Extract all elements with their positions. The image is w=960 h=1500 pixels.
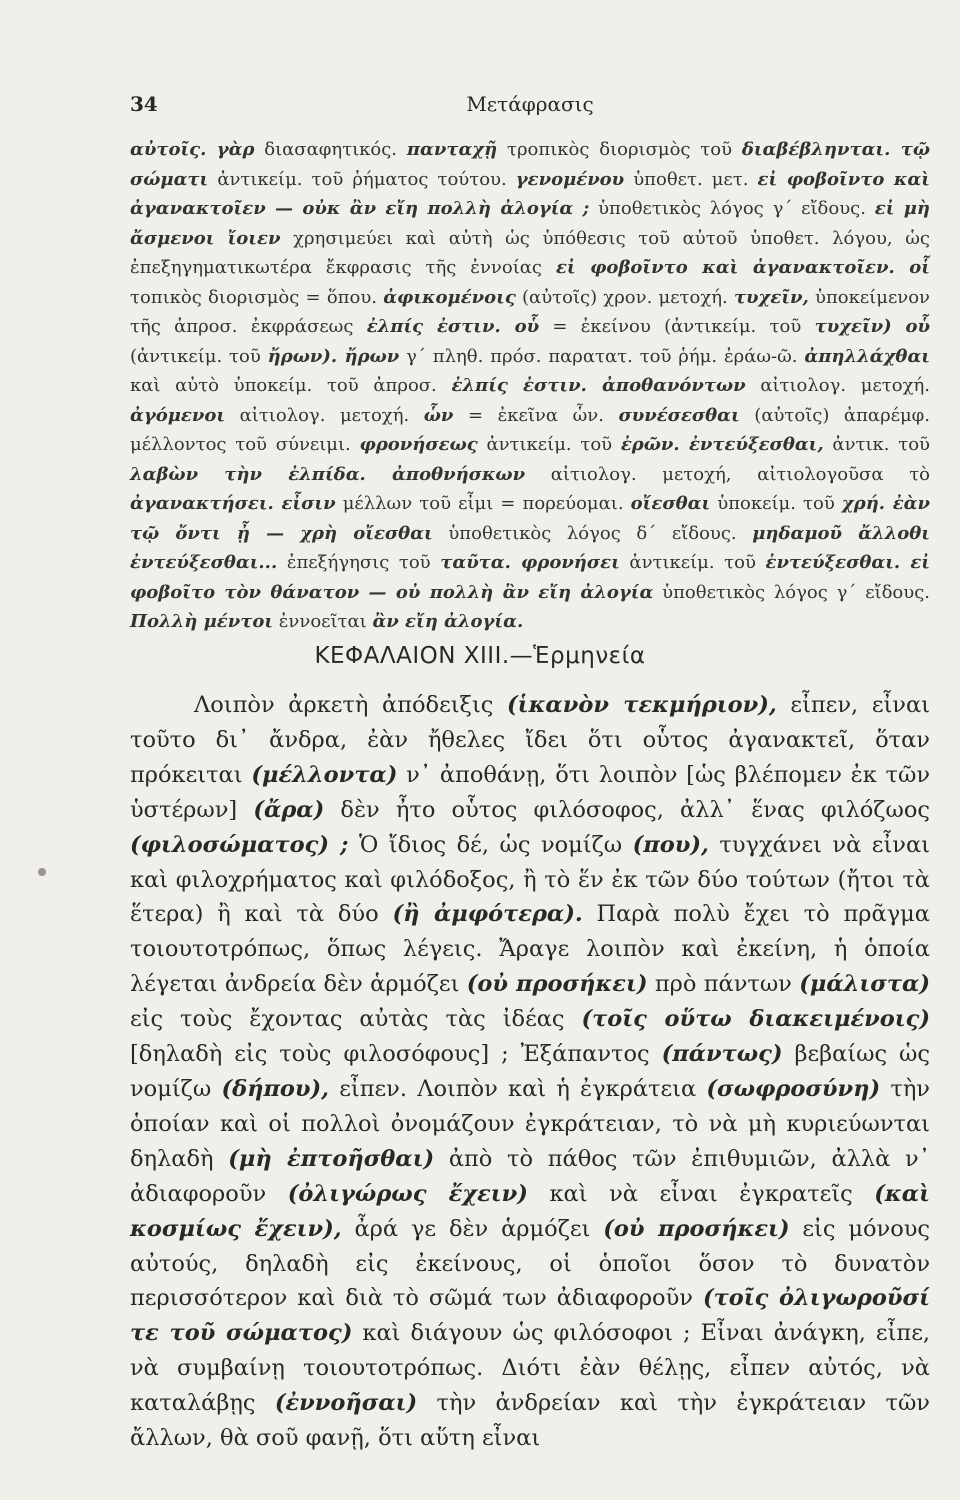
note-segment: ὑποκείμενον τῆς ἀπροσ. ἐκφράσεως [130, 286, 930, 337]
text-segment: (μέλλοντα) [251, 761, 398, 788]
note-segment: ἐπεξήγησις τοῦ [277, 552, 441, 573]
text-segment: (ἄρα) [253, 796, 325, 823]
text-segment: (ἢ ἀμφότερα). [392, 901, 583, 928]
note-segment: ἐλπίς ἐστιν. οὗ [366, 316, 540, 337]
text-segment: Λοιπὸν ἀρκετὴ ἀπόδειξις [194, 692, 508, 718]
text-segment: εἶπεν. Λοιπὸν καὶ ἡ ἐγκράτεια [329, 1075, 707, 1102]
text-segment: (που), [632, 831, 709, 858]
text-segment: (οὐ προσήκει) [466, 971, 648, 998]
text-segment: (μάλιστα) [799, 971, 930, 998]
grammatical-notes [130, 135, 930, 637]
text-segment: (τοῖς οὕτω διακειμένοις) [581, 1006, 930, 1033]
note-segment: λαβὼν τὴν ἐλπίδα. ἀποθνήσκων [130, 463, 526, 485]
text-segment: πρὸ πάντων [647, 971, 800, 998]
note-segment: ἐρῶν. ἐντεύξεσθαι, [620, 434, 824, 455]
running-title: Μετάφρασις [466, 92, 594, 116]
text-segment: (ὀλιγώρως ἔχειν) [287, 1180, 528, 1207]
translation-paragraph [130, 688, 930, 1456]
text-segment: εἶπεν, εἶναι τοῦτο δι᾽ ἄνδρα, ἐὰν ἤθελες ἴδει ὅτι οὗτος ἀγανακτεῖ, ὅταν πρόκειται [130, 692, 930, 788]
note-segment: ἀφικομένοις [383, 286, 516, 308]
note-segment: ὧν [423, 404, 454, 426]
note-segment: ἂν εἴη ἀλογία. [372, 611, 524, 632]
note-segment: ὑποθετικὸς λόγος δ΄ εἴδους. [432, 522, 753, 544]
note-segment: φρονήσεως [359, 434, 478, 455]
note-segment: τοπικὸς διορισμὸς = ὅπου. [130, 286, 384, 308]
note-segment: διασαφητικός. [254, 139, 407, 160]
text-segment: ἀπὸ τὸ πάθος τῶν ἐπιθυμιῶν, ἀλλὰ ν᾽ ἀδιαφοροῦν [130, 1145, 930, 1207]
page-header [130, 92, 930, 122]
page-number: 34 [130, 92, 158, 116]
text-segment: τυγχάνει νὰ εἶναι καὶ φιλοχρήματος καὶ φιλόδοξος, ἢ τὸ ἕν ἐκ τῶν δύο τούτων (ἤτοι τὰ ἕτερα) ἢ καὶ τὰ δύο [130, 831, 930, 928]
chapter-heading: ΚΕΦΑΛΑΙΟΝ XIII.—Ἑρμηνεία [314, 643, 646, 669]
note-segment: διαβέβληνται. τῷ σώματι [130, 139, 930, 190]
note-segment: ἀντικείμ. τοῦ [477, 434, 621, 455]
translation-text [130, 688, 930, 1456]
text-segment: (οὐ προσήκει) [603, 1215, 790, 1242]
text-segment: [δηλαδὴ εἰς τοὺς φιλοσόφους] ; Ἐξάπαντος [130, 1041, 662, 1068]
note-segment: καὶ αὐτὸ ὑποκείμ. τοῦ ἀπροσ. [130, 375, 452, 396]
text-segment: ν᾽ ἀποθάνῃ, ὅτι λοιπὸν [ὡς βλέπομεν ἐκ τῶν ὑστέρων] [130, 761, 930, 823]
note-segment: αἰτιολογ. μετοχή. [225, 404, 424, 426]
note-segment: εἰ μὴ ἄσμενοι ἴοιεν [130, 198, 931, 249]
note-segment: ἀντικ. τοῦ [823, 434, 930, 455]
text-segment: Ὁ ἴδιος δέ, ὡς νομίζω [348, 831, 633, 858]
text-segment: (ἐννοῆσαι) [274, 1390, 418, 1417]
note-segment: ἀγόμενοι [130, 404, 226, 426]
note-segment: συνέσεσθαι [618, 404, 740, 426]
text-segment: ἆρά γε δὲν ἁρμόζει [341, 1215, 604, 1242]
text-segment: (πάντως) [661, 1041, 783, 1068]
text-segment: Παρὰ πολὺ ἔχει τὸ πρᾶγμα τοιουτοτρόπως, ὅπως λέγεις. Ἄραγε λοιπὸν καὶ ἐκείνη, ἡ ὁποία λέγεται ἀνδρεία δὲν ἁρμόζει [130, 901, 930, 998]
note-segment: ἐλπίς ἐστιν. ἀποθανόντων [451, 375, 746, 396]
note-segment: ἤρων). ἤρων [267, 345, 400, 367]
note-segment: ταῦτα. φρονήσει [440, 552, 620, 573]
note-segment: ἐννοεῖται [273, 611, 373, 632]
text-segment: βεβαίως ὡς νομίζω [130, 1041, 931, 1102]
note-segment: ἐντεύξεσθαι. εἰ φοβοῖτο τὸν θάνατον — οὐ πολλὴ ἂν εἴη ἀλογία [130, 552, 930, 603]
note-segment: = ἐκείνου (ἀντικείμ. τοῦ [539, 316, 815, 337]
text-segment: (σωφροσύνη) [706, 1075, 881, 1102]
text-segment: (δήπου), [221, 1075, 330, 1102]
note-segment: μηδαμοῦ ἄλλοθι ἐντεύξεσθαι... [130, 522, 930, 573]
text-segment: εἰς τοὺς ἔχοντας αὐτὰς τὰς ἰδέας [130, 1006, 582, 1033]
note-segment: ἀντικείμ. τοῦ ῥήματος τούτου. [208, 168, 516, 190]
note-segment: οἴεσθαι [630, 493, 711, 514]
text-segment: τὴν ἀνδρείαν καὶ τὴν ἐγκράτειαν τῶν ἄλλων, θὰ σοῦ φανῇ, ὅτι αὕτη εἶναι [130, 1390, 930, 1452]
note-segment: αἰτιολογ. μετοχή, αἰτιολογοῦσα τὸ [525, 463, 930, 485]
note-segment: Πολλὴ μέντοι [130, 611, 274, 632]
note-segment: ὑποθετικὸς λόγος γ΄ εἴδους. [589, 198, 875, 219]
text-segment: (φιλοσώματος) ; [130, 831, 349, 858]
note-segment: τροπικὸς διορισμὸς τοῦ [497, 139, 742, 160]
text-segment: (τοῖς ὀλιγωροῦσί τε τοῦ σώματος) [130, 1285, 930, 1347]
note-segment: γ΄ πληθ. πρόσ. παρατατ. τοῦ ῥήμ. ἐράω-ῶ. [399, 345, 805, 367]
note-segment: γενομένου [515, 168, 625, 190]
note-segment: εἰ φοβοῖντο καὶ ἀγανακτοῖεν. οἷ [555, 257, 930, 278]
text-segment: δὲν ἦτο οὗτος φιλόσοφος, ἀλλ᾽ ἕνας φιλόζωος [324, 796, 930, 823]
note-segment: τυχεῖν, [733, 286, 809, 308]
note-segment: (αὐτοῖς) ἀπαρέμφ. μέλλοντος τοῦ σύνειμι. [130, 404, 931, 455]
text-segment: (καὶ κοσμίως ἔχειν), [130, 1180, 930, 1242]
note-segment: ἀντικείμ. τοῦ [619, 552, 766, 573]
paper-spot [38, 868, 46, 876]
note-segment: μέλλων τοῦ εἶμι = πορεύομαι. [335, 493, 631, 514]
text-segment: καὶ διάγουν ὡς φιλόσοφοι ; Εἶναι ἀνάγκη, εἶπε, νὰ συμβαίνῃ τοιουτοτρόπως. Διότι ἐὰν θέλῃς, εἶπεν αὐτός, νὰ καταλάβῃς [130, 1320, 931, 1417]
text-segment: εἰς μόνους αὐτούς, δηλαδὴ εἰς ἐκείνους, οἱ ὁποῖοι ὅσον τὸ δυνατὸν περισσότερον καὶ διὰ τὸ σῶμά των ἀδιαφοροῦν [130, 1215, 931, 1312]
text-segment: (ἱκανὸν τεκμήριον), [507, 692, 777, 718]
note-segment: αὐτοῖς. γὰρ [130, 139, 255, 160]
note-segment: (αὐτοῖς) χρον. μετοχή. [515, 286, 734, 308]
note-segment: ὑποθετ. μετ. [624, 168, 758, 190]
note-segment: ἀγανακτήσει. εἶσιν [130, 493, 336, 514]
note-segment: χρή. ἐὰν τῷ ὄντι ᾖ — χρὴ οἴεσθαι [130, 493, 930, 544]
note-segment: αἰτιολογ. μετοχή. [745, 375, 931, 396]
note-segment: ἀπηλλάχθαι [804, 345, 931, 367]
note-segment: εἰ φοβοῖντο καὶ ἀγανακτοῖεν — οὐκ ἂν εἴη πολλὴ ἀλογία ; [130, 168, 930, 219]
note-segment: ὑποθετικὸς λόγος γ΄ εἴδους. [653, 581, 930, 603]
note-segment: τυχεῖν) οὗ [814, 316, 931, 337]
text-segment: (μὴ ἐπτοῆσθαι) [228, 1145, 435, 1172]
note-segment: χρησιμεύει καὶ αὐτὴ ὡς ὑπόθεσις τοῦ αὐτοῦ ὑποθετ. λόγου, ὡς ἐπεξηγηματικωτέρα ἔκφρασις τῆς ἐννοίας [130, 227, 930, 278]
note-segment: πανταχῇ [406, 139, 498, 160]
text-segment: τὴν ὁποίαν καὶ οἱ πολλοὶ ὀνομάζουν ἐγκράτειαν, τὸ νὰ μὴ κυριεύωνται δηλαδὴ [130, 1075, 930, 1172]
note-segment: (ἀντικείμ. τοῦ [130, 345, 268, 367]
text-segment: καὶ νὰ εἶναι ἐγκρατεῖς [527, 1180, 875, 1207]
note-segment: = ἐκεῖνα ὧν. [453, 404, 619, 426]
note-segment: ὑποκείμ. τοῦ [710, 493, 842, 514]
